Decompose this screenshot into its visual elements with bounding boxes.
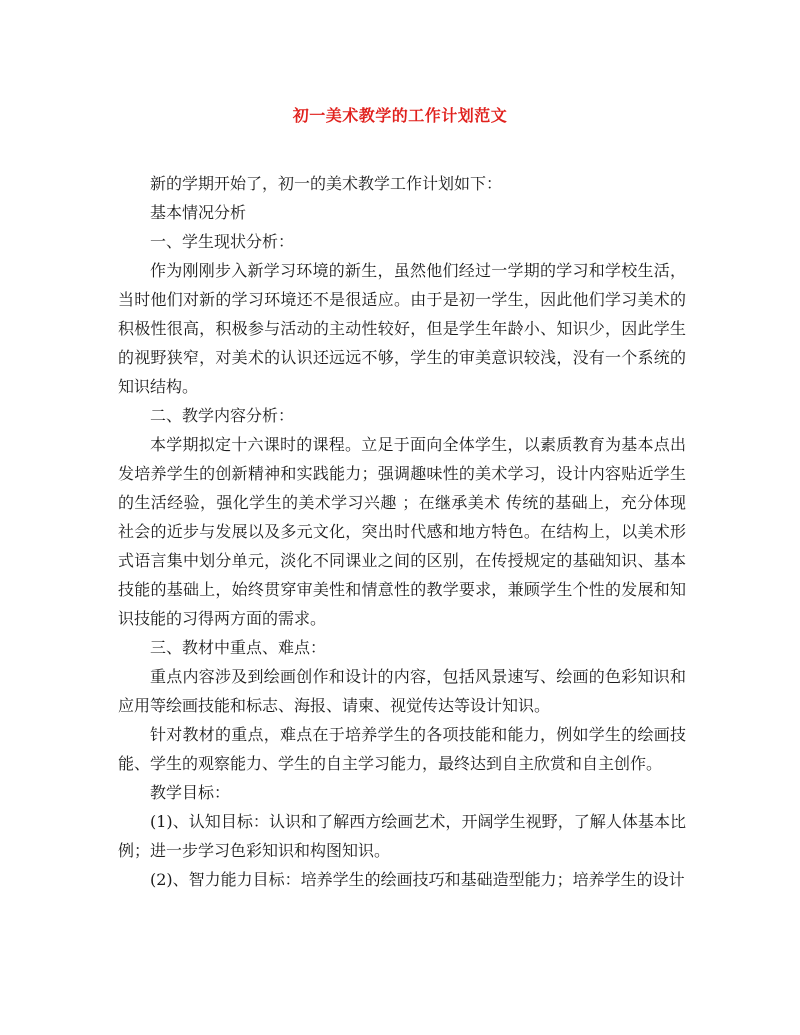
document-body — [118, 169, 686, 894]
paragraph-teaching-content: 本学期拟定十六课时的课程。立足于面向全体学生，以素质教育为基本点出发培养学生的创新精神和实践能力；强调趣味性的美术学习，设计内容贴近学生的生活经验，强化学生的美术学习兴趣 ；在继承美术 传统的基础上，充分体现社会的近步与发展以及多元文化，突出时代感和地方特色。在结构上，以美术形式语言集中划分单元，淡化不同课业之间的区别，在传授规定的基础知识、基本技能的基础上，始终贯穿审美性和情意性的教学要求，兼顾学生个性的发展和知识技能的习得两方面的需求。 — [118, 435, 686, 628]
heading-basic-analysis: 基本情况分析 — [150, 203, 247, 222]
heading-key-points: 三、教材中重点、难点： — [150, 638, 327, 657]
paragraph-ability-goal: (2)、智力能力目标：培养学生的绘画技巧和基础造型能力；培养学生的设计 — [150, 870, 685, 889]
heading-teaching-content: 二、教学内容分析： — [150, 406, 295, 425]
heading-teaching-goals: 教学目标： — [150, 783, 231, 802]
paragraph-key-content: 重点内容涉及到绘画创作和设计的内容，包括风景速写、绘画的色彩知识和应用等绘画技能和标志、海报、请柬、视觉传达等设计知识。 — [118, 667, 686, 715]
paragraph-intro: 新的学期开始了，初一的美术教学工作计划如下： — [150, 174, 503, 193]
paragraph-student-status: 作为刚刚步入新学习环境的新生，虽然他们经过一学期的学习和学校生活，当时他们对新的学习环境还不是很适应。由于是初一学生，因此他们学习美术的积极性很高，积极参与活动的主动性较好，但是学生年龄小、知识少，因此学生的视野狭窄，对美术的认识还远远不够，学生的审美意识较浅，没有一个系统的知识结构。 — [118, 261, 686, 396]
paragraph-difficulties: 针对教材的重点，难点在于培养学生的各项技能和能力，例如学生的绘画技能、学生的观察能力、学生的自主学习能力，最终达到自主欣赏和自主创作。 — [118, 725, 686, 773]
heading-student-status: 一、学生现状分析： — [150, 232, 295, 251]
paragraph-cognitive-goal: (1)、认知目标：认识和了解西方绘画艺术，开阔学生视野，了解人体基本比例；进一步学习色彩知识和构图知识。 — [118, 812, 686, 860]
document-title: 初一美术教学的工作计划范文 — [292, 106, 508, 125]
